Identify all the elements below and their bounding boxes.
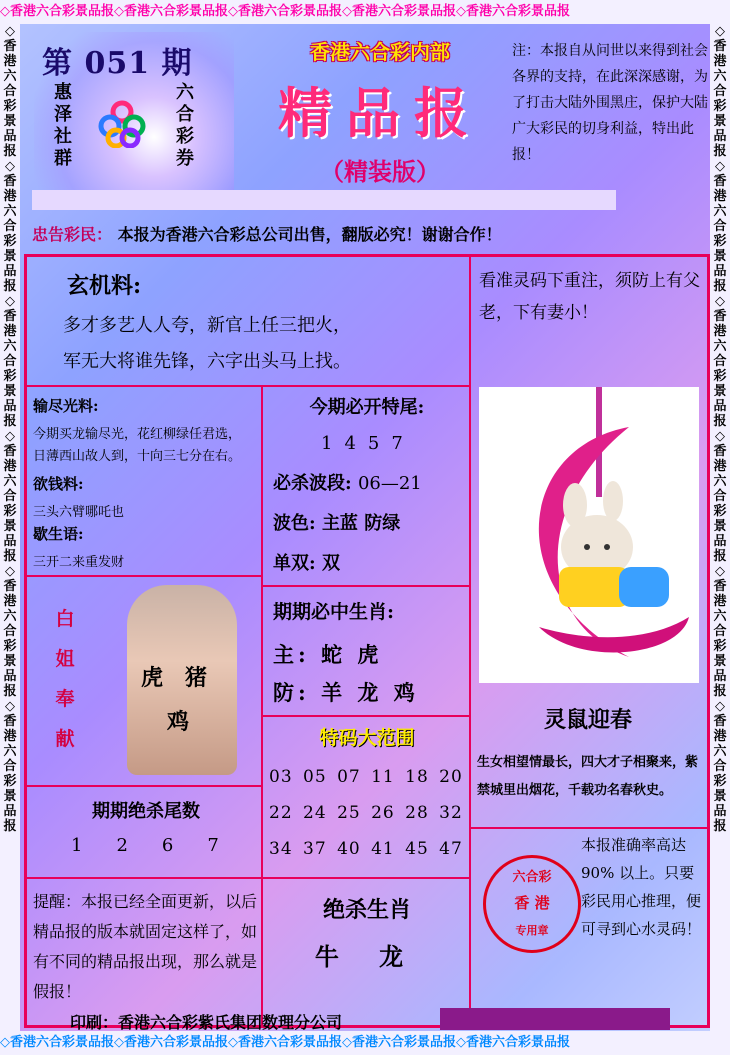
newspaper-page — [20, 24, 710, 1031]
issue-number: 第 051 期 — [42, 46, 193, 81]
girl-box — [26, 576, 262, 786]
stamp-middle: 香 港 — [514, 894, 550, 912]
remind-text: 提醒：本报已经全面更新，以后精品报的版本就固定这样了，如有不同的精品报出现，那么就是假报！ — [33, 892, 258, 1001]
official-stamp — [483, 855, 581, 953]
remind-box — [26, 878, 262, 1026]
footer-printer: 印刷：香港六合彩紫氏集团数理分公司 — [70, 1013, 343, 1032]
juesha-shengxiao-box — [262, 878, 470, 1026]
warning-label: 忠告彩民： — [32, 225, 113, 244]
xiesheng-label: 歇生语: — [33, 525, 84, 543]
xuanji-line-2: 军无大将谁先锋，六字出头马上找。 — [63, 351, 351, 372]
mouse-poem: 生女相望情最长，四大才子相聚来，紫禁城里出烟花，千载功名春秋史。 — [477, 755, 699, 798]
xuanji-title: 玄机料: — [67, 273, 142, 299]
moon-mouse-icon — [479, 387, 699, 683]
mouse-caption: 灵鼠迎春 — [543, 707, 632, 733]
shujin-label: 输尽光料: — [33, 397, 99, 415]
footer-bar — [440, 1008, 670, 1030]
header-band — [32, 190, 616, 210]
weishu-title: 期期绝杀尾数 — [92, 801, 200, 822]
company-name: 香港六合彩内部 — [310, 40, 450, 64]
stamp-bottom: 专用章 — [515, 924, 549, 937]
paper-subtitle: （精装版） — [320, 157, 440, 186]
right-column-box — [470, 256, 708, 828]
right-border-banner: ◇香港六合彩景品报◇香港六合彩景品报◇香港六合彩景品报◇香港六合彩景品报◇香港六合彩景品报◇香港六合彩景品报 — [710, 24, 730, 1031]
warning-text: 本报为香港六合彩总公司出售，翻版必究！谢谢合作！ — [117, 225, 502, 244]
fanwei-box — [262, 716, 470, 878]
juesha-shengxiao-title: 绝杀生肖 — [322, 897, 411, 923]
fanwei-row-2: 22 24 25 26 28 32 — [269, 803, 463, 823]
accuracy-text: 本报准确率高达 90% 以上。只要彩民用心推理，便可寻到心水灵码！ — [581, 836, 702, 938]
tewei-box — [262, 386, 470, 586]
zodiac-tag-3: 鸡 — [167, 709, 190, 735]
border-text: ◇香港六合彩景品报◇香港六合彩景品报◇香港六合彩景品报◇香港六合彩景品报◇香港六合彩景品报 — [0, 1035, 570, 1050]
tewei-numbers: 1457 — [321, 433, 415, 454]
shengxiao-main: 主: 蛇 虎 — [273, 642, 383, 667]
vertical-slogan-left: 惠 泽 社 群 — [54, 82, 72, 169]
xiesheng-text: 三开二来重发财 — [33, 555, 125, 570]
mouse-photo — [479, 387, 699, 683]
weishu-numbers: 1267 — [71, 835, 253, 856]
header-left-panel — [34, 32, 234, 207]
xuanji-line-1: 多才多艺人人夸，新官上任三把火， — [63, 315, 351, 336]
paper-title: 精品报 — [278, 81, 482, 145]
fanwei-row-3: 34 37 40 41 45 47 — [269, 839, 463, 859]
header-note: 注：本报自从问世以来得到社会各界的支持，在此深深感谢，为了打击大陆外围黑庄，保护大陆广大彩民的切身利益，特出此报！ — [512, 43, 708, 163]
yuqian-text: 三头六臂哪吒也 — [33, 505, 125, 520]
masthead — [250, 34, 510, 194]
zodiac-tag-2: 猪 — [185, 665, 208, 691]
fanwei-title: 特码大范围 — [319, 727, 415, 749]
girl-vertical-text: 白 姐 奉 献 — [55, 608, 75, 750]
shujin-text-2: 日薄西山故人到，十向三七分在右。 — [33, 449, 242, 464]
shengxiao-fang: 防: 羊 龙 鸡 — [273, 680, 419, 705]
bisha-row: 必杀波段: 06—21 — [273, 473, 422, 494]
left-border-banner: ◇香港六合彩景品报◇香港六合彩景品报◇香港六合彩景品报◇香港六合彩景品报◇香港六合彩景品报◇香港六合彩景品报 — [0, 24, 20, 1031]
yuqian-label: 欲钱料: — [33, 475, 84, 493]
bose-row: 波色: 主蓝 防绿 — [273, 513, 401, 534]
stamp-top: 六合彩 — [512, 870, 552, 885]
shengxiao-box — [262, 586, 470, 716]
juesha-shengxiao-value: 牛 龙 — [314, 942, 420, 971]
tewei-title: 今期必开特尾: — [309, 397, 425, 418]
accuracy-box — [470, 828, 708, 1026]
right-top-text: 看准灵码下重注，须防上有父老，下有妻小！ — [479, 271, 700, 323]
shengxiao-title: 期期必中生肖: — [273, 601, 395, 623]
warning-line — [32, 222, 502, 245]
lottery-logo-icon — [98, 100, 146, 148]
top-border-banner — [0, 0, 730, 24]
danshuang-row: 单双: 双 — [273, 553, 340, 574]
bottom-border-banner — [0, 1031, 730, 1055]
vertical-slogan-right: 六 合 彩 券 — [176, 82, 194, 169]
border-text: ◇香港六合彩景品报◇香港六合彩景品报◇香港六合彩景品报◇香港六合彩景品报◇香港六合彩景品报 — [0, 4, 570, 19]
misc-box — [26, 386, 262, 576]
weishu-box — [26, 786, 262, 878]
xuanji-box — [26, 256, 470, 386]
shujin-text-1: 今期买龙输尽光，花红柳绿任君选， — [33, 427, 242, 442]
zodiac-tag-1: 虎 — [141, 665, 164, 691]
content-grid — [24, 254, 710, 1028]
fanwei-row-1: 03 05 07 11 18 20 — [269, 767, 463, 787]
